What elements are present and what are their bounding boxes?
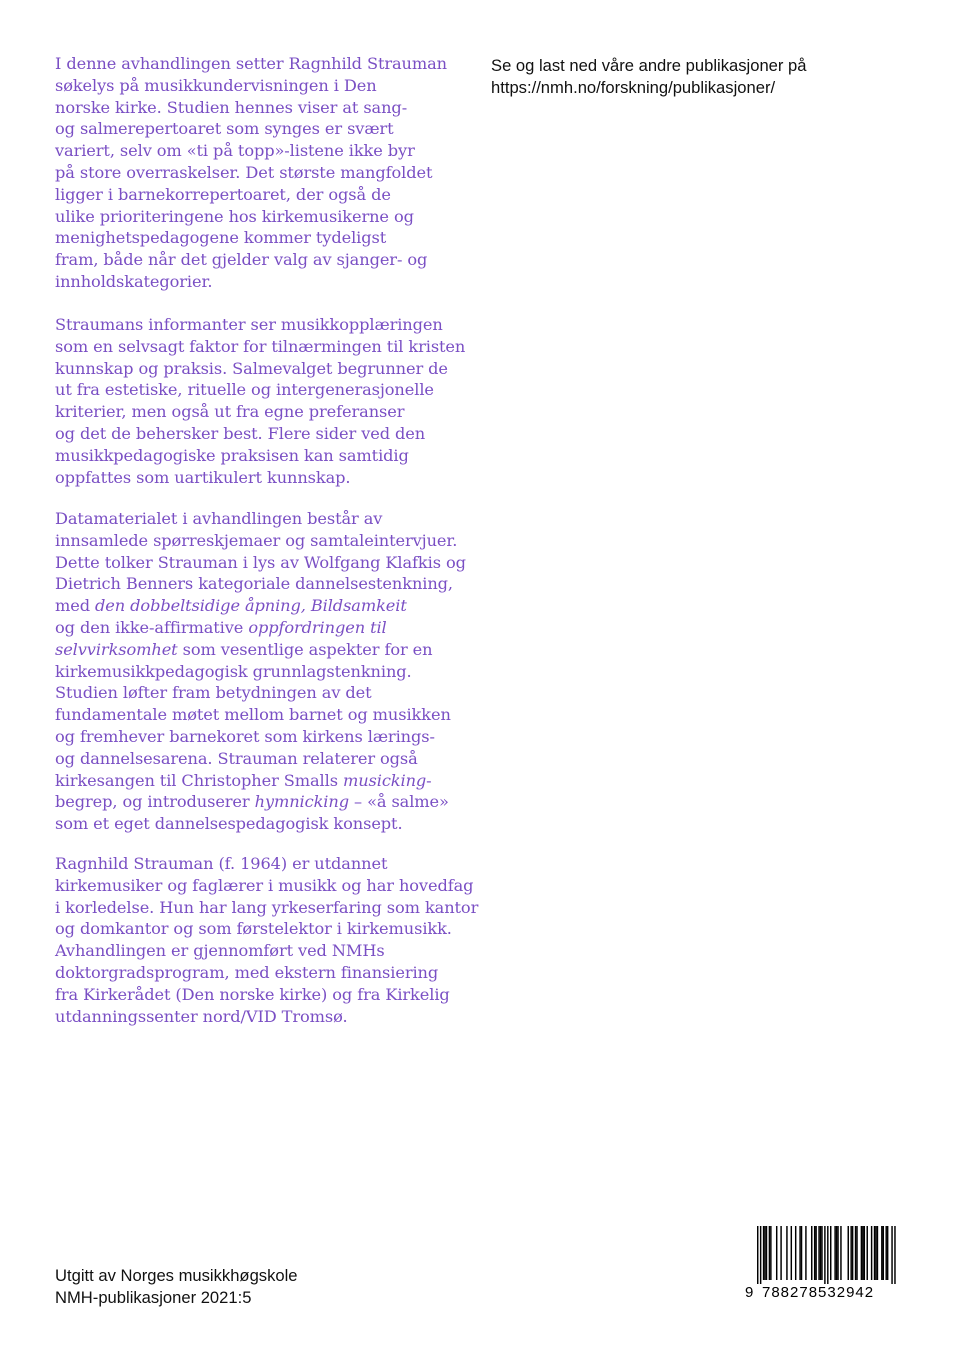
barcode-bar bbox=[850, 1226, 851, 1280]
p3-italic-2: oppfordringen til selvvirksomhet bbox=[55, 617, 387, 659]
barcode-bar bbox=[799, 1226, 800, 1280]
barcode-bar bbox=[763, 1226, 764, 1280]
series-line: NMH-publikasjoner 2021:5 bbox=[55, 1288, 252, 1307]
barcode-bar bbox=[891, 1226, 892, 1284]
p3-text-b: og den ikke-affirmative bbox=[55, 617, 244, 637]
barcode-bar bbox=[875, 1226, 876, 1280]
barcode-bar bbox=[791, 1226, 792, 1280]
barcode-bar bbox=[805, 1226, 806, 1280]
barcode-bar bbox=[867, 1226, 868, 1280]
barcode-bar bbox=[852, 1226, 853, 1280]
barcode-bar bbox=[885, 1226, 886, 1280]
barcode-bar bbox=[814, 1226, 815, 1280]
barcode-bar bbox=[848, 1226, 849, 1280]
barcode-bar bbox=[818, 1226, 819, 1280]
barcode-bar bbox=[864, 1226, 865, 1280]
publications-note bbox=[491, 55, 911, 98]
barcode-bar bbox=[824, 1226, 825, 1284]
barcode-bar bbox=[780, 1226, 781, 1280]
publications-link-text: Se og last ned våre andre publikasjoner på https://nmh.no/forskning/publikasjoner/ bbox=[491, 56, 807, 97]
barcode-bar bbox=[883, 1226, 884, 1280]
barcode-bar bbox=[776, 1226, 777, 1280]
description-column bbox=[55, 53, 485, 1026]
p3-italic-4: hymnicking bbox=[254, 792, 349, 812]
barcode-bar bbox=[861, 1226, 862, 1280]
barcode-bar bbox=[877, 1226, 878, 1280]
publisher-line: Utgitt av Norges musikkhøgskole bbox=[55, 1266, 298, 1285]
barcode-bar bbox=[764, 1226, 765, 1280]
barcode-bar bbox=[856, 1226, 857, 1280]
isbn-rest-digits: 788278532942 bbox=[762, 1284, 875, 1301]
barcode-bar bbox=[760, 1226, 761, 1284]
barcode-bar bbox=[834, 1226, 835, 1280]
barcode-bar bbox=[821, 1226, 822, 1280]
barcode-bar bbox=[811, 1226, 812, 1280]
barcode-bar bbox=[820, 1226, 821, 1280]
barcode-bar bbox=[874, 1226, 875, 1280]
barcode-bar bbox=[862, 1226, 863, 1280]
barcode-bar bbox=[815, 1226, 816, 1280]
barcode-bar bbox=[827, 1226, 828, 1284]
publisher-footer bbox=[55, 1265, 455, 1309]
barcode-bar bbox=[795, 1226, 796, 1280]
barcode-bar bbox=[855, 1226, 856, 1280]
barcode-bar bbox=[766, 1226, 767, 1280]
barcode-bar bbox=[757, 1226, 758, 1284]
barcode-bar bbox=[801, 1226, 802, 1280]
barcode-bar bbox=[837, 1226, 838, 1280]
barcode-bar bbox=[887, 1226, 888, 1280]
p3-text-e: – «å salme» som et eget dannelsespedagogisk konsept. bbox=[55, 792, 449, 834]
summary-paragraph-1: I denne avhandlingen setter Ragnhild Strauman søkelys på musikkundervisningen i Den norske kirke. Studien hennes viser at sang- og salmerepertoaret som synges er svært variert, selv om «ti på topp»-listene ikke byr på store overraskelser. Det største mangfoldet ligger i barnekorrepertoaret, der også de ulike prioriteringene hos kirkemusikerne og menighetspedagogene kommer tydeligst fram, både når det gjelder valg av sjanger- og innholdskategorier. bbox=[55, 54, 447, 291]
summary-paragraph-2: Straumans informanter ser musikkopplæringen som en selvsagt faktor for tilnærmingen til kristen kunnskap og praksis. Salmevalget begrunner de ut fra estetiske, rituelle og intergenerasjonelle kriterier, men også ut fra egne preferanser og det de behersker best. Flere sider ved den musikkpedagogiske praksisen kan samtidig oppfattes som uartikulert kunnskap. bbox=[55, 315, 466, 487]
barcode-bar bbox=[836, 1226, 837, 1280]
barcode-bar bbox=[786, 1226, 787, 1280]
p3-text-a: Datamaterialet i avhandlingen består av innsamlede spørreskjemaer og samtaleintervjuer. Dette tolker Strauman i lys av Wolfgang Klafkis og Dietrich Benners kategoriale dannelsestenkning, med bbox=[55, 509, 466, 616]
p3-italic-1: den dobbeltsidige åpning, Bildsamkeit bbox=[95, 596, 407, 616]
barcode-bar bbox=[769, 1226, 770, 1280]
barcode-bar bbox=[894, 1226, 895, 1284]
p3-italic-3: musicking bbox=[342, 770, 427, 790]
isbn-first-digit: 9 bbox=[745, 1284, 755, 1301]
barcode-bar bbox=[830, 1226, 831, 1280]
barcode-bar bbox=[881, 1226, 882, 1280]
summary-paragraph-3 bbox=[55, 508, 466, 835]
p3-text-d: - begrep, og introduserer bbox=[55, 770, 432, 812]
barcode-bar bbox=[871, 1226, 872, 1280]
barcode-bars bbox=[745, 1226, 905, 1284]
p3-text-c: som vesentlige aspekter for en kirkemusikkpedagogisk grunnlagstenkning. Studien løfter fram betydningen av det fundamentale møtet mellom barnet og musikken og fremhever barnekoret som kirkens lærings- og dannelsesarena. Strauman relaterer også kirkesangen til Christopher Smalls bbox=[55, 639, 451, 790]
barcode-bar bbox=[840, 1226, 841, 1280]
barcode-bar bbox=[770, 1226, 771, 1280]
author-bio-paragraph: Ragnhild Strauman (f. 1964) er utdannet kirkemusiker og faglærer i musikk og har hovedfag i korledelse. Hun har lang yrkeserfaring som kantor og domkantor og som førstelektor i kirkemusikk. Avhandlingen er gjennomført ved NMHs doktorgradsprogram, med ekstern finansiering fra Kirkerådet (Den norske kirke) og fra Kirkelig utdanningssenter nord/VID Tromsø. bbox=[55, 854, 479, 1026]
